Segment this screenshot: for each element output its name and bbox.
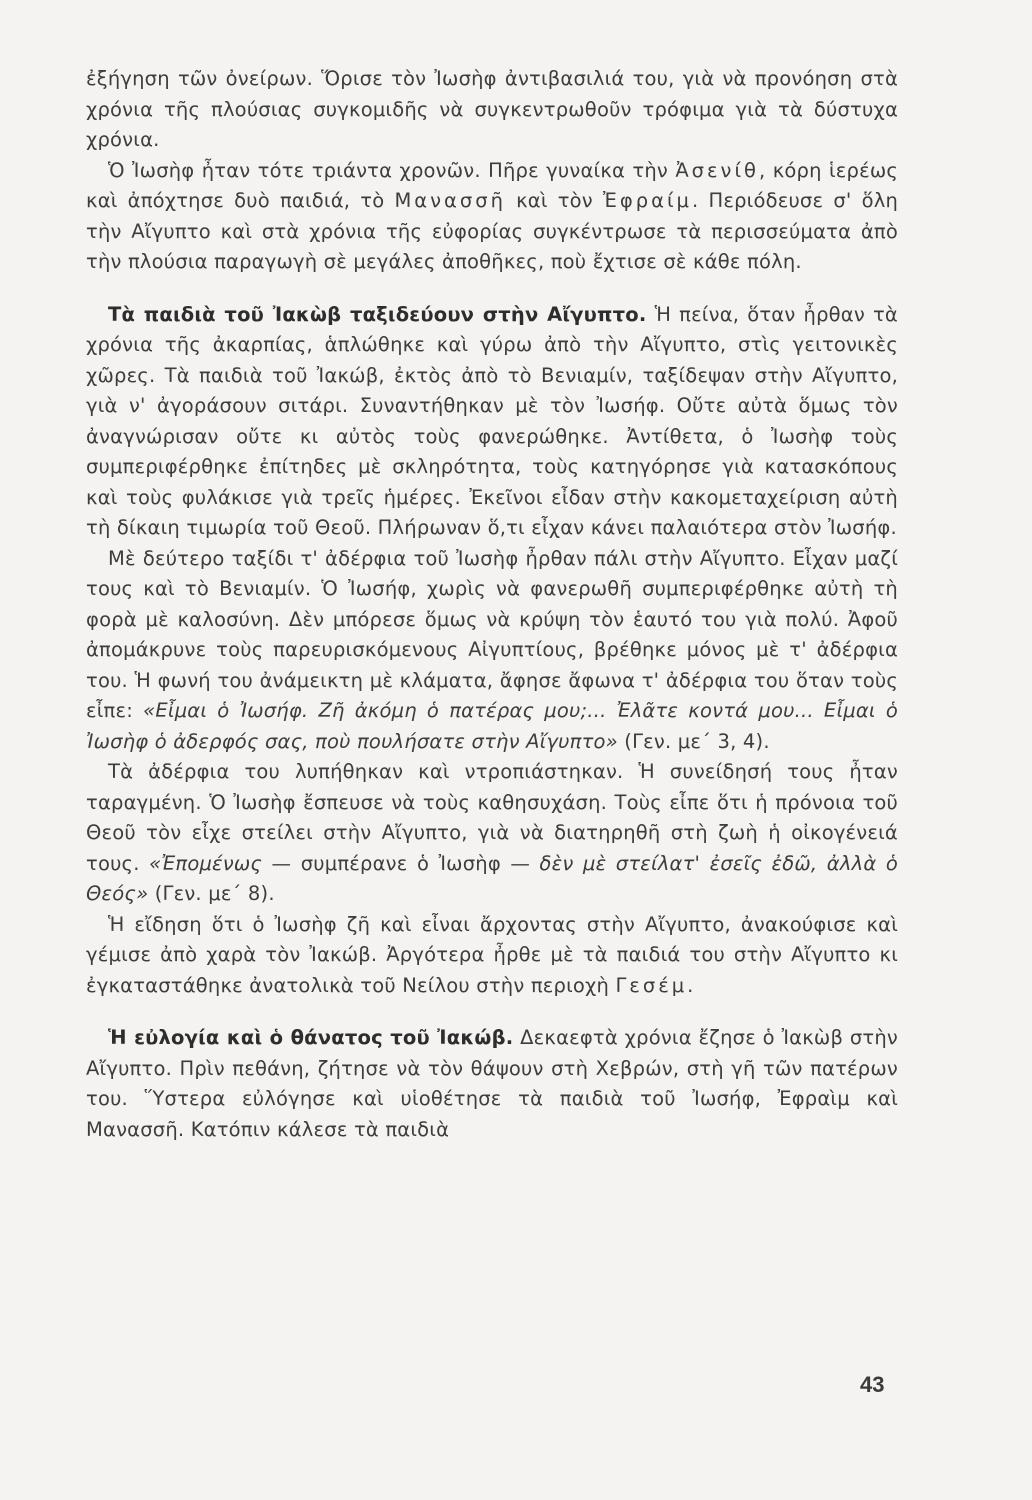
section-heading: Ἡ εὐλογία καὶ ὁ θάνατος τοῦ Ἰακώβ. (108, 1026, 514, 1049)
text-run: Μὲ δεύτερο ταξίδι τ' ἀδέρφια τοῦ Ἰωσὴφ ἦρθαν πάλι στὴν Αἴγυπτο. Εἶχαν μαζί τους καὶ τὸ Βενιαμίν. Ὁ Ἰωσήφ, χωρὶς νὰ φανερωθῆ συμπεριφέρθηκε αὐτὴ τὴ φορὰ μὲ καλοσύνη. Δὲν μπόρεσε ὅμως νὰ κρύψη τὸν ἑαυτό του γιὰ πολύ. Ἀφοῦ ἀπομάκρυνε τοὺς παρευρισκόμενους Αἰγυπτίους, βρέθηκε μόνος μὲ τ' ἀδέρφια του. Ἡ φωνή του ἀνάμεικτη μὲ κλάματα, ἄφησε ἄφωνα τ' ἀδέρφια του ὅταν τοὺς εἶπε: (86, 546, 898, 722)
section-jacob-children-travel (86, 300, 898, 544)
paragraph-jacob-settles (86, 910, 898, 1002)
text-run: Ἡ εἴδηση ὅτι ὁ Ἰωσὴφ ζῆ καὶ εἶναι ἄρχοντας στὴν Αἴγυπτο, ἀνακούφισε καὶ γέμισε ἀπὸ χαρὰ τὸν Ἰακώβ. Ἀργότερα ἦρθε μὲ τὰ παιδιά του στὴν Αἴγυπτο κι ἐγκαταστάθηκε ἀνατολικὰ τοῦ Νείλου στὴν περιοχὴ (86, 912, 898, 997)
paragraph-brothers-shame (86, 757, 898, 910)
page-body (86, 64, 898, 1145)
text-run: . Περιόδευσε σ' ὅλη τὴν Αἴγυπτο καὶ στὰ χρόνια τῆς εὐφορίας συγκέντρωσε τὰ περισσεύματα ἀπὸ τὴν πλούσια παραγωγὴ σὲ μεγάλες ἀποθῆκες, ποὺ ἔχτισε σὲ κάθε πόλη. (86, 189, 898, 273)
name-ephraim: Ἐφραίμ (603, 189, 692, 212)
name-manasse: Μανασσῆ (394, 189, 506, 212)
scripture-quote: «Εἶμαι ὁ Ἰωσήφ. Ζῆ ἀκόμη ὁ πατέρας μου;... Ἐλᾶτε κοντά μου... Εἶμαι ὁ Ἰωσὴφ ὁ ἀδερφός σας, ποὺ πουλήσατε στὴν Αἴγυπτο» (86, 699, 898, 753)
section-heading: Τὰ παιδιὰ τοῦ Ἰακὼβ ταξιδεύουν στὴν Αἴγυπτο. (108, 302, 647, 326)
text-run: Ὁ Ἰωσὴφ ἦταν τότε τριάντα χρονῶν. Πῆρε γυναίκα τὴν (108, 158, 676, 182)
scripture-reference: (Γεν. με΄ 3, 4). (617, 729, 770, 753)
text-run: Τὰ ἀδέρφια του λυπήθηκαν καὶ ντροπιάστηκαν. Ἡ συνείδησή τους ἦταν ταραγμένη. Ὁ Ἰωσὴφ ἔσπευσε νὰ τοὺς καθησυχάση. Τοὺς εἶπε ὅτι ἡ πρόνοια τοῦ Θεοῦ τὸν εἶχε στείλει στὴν Αἴγυπτο, γιὰ νὰ διατηρηθῆ στὴ ζωὴ ἡ οἰκογένειά τους. (86, 760, 898, 875)
place-gesem: Γεσέμ (615, 973, 688, 997)
section-body: Δεκαεφτὰ χρόνια ἔζησε ὁ Ἰακὼβ στὴν Αἴγυπτο. Πρὶν πεθάνη, ζήτησε νὰ τὸν θάψουν στὴ Χεβρών, στὴ γῆ τῶν πατέρων του. Ὕστερα εὐλόγησε καὶ υἱοθέτησε τὰ παιδιὰ τοῦ Ἰωσήφ, Ἐφραὶμ καὶ Μανασσῆ. Κατόπιν κάλεσε τὰ παιδιὰ (86, 1026, 898, 1141)
section-jacob-blessing-death (86, 1023, 898, 1145)
scripture-quote: «Ἐπομένως (149, 851, 263, 875)
section-body: Ἡ πείνα, ὅταν ἦρθαν τὰ χρόνια τῆς ἀκαρπίας, ἁπλώθηκε καὶ γύρω ἀπὸ τὴν Αἴγυπτο, στὶς γειτονικὲς χῶρες. Τὰ παιδιὰ τοῦ Ἰακώβ, ἐκτὸς ἀπὸ τὸ Βενιαμίν, ταξίδεψαν στὴν Αἴγυπτο, γιὰ ν' ἀγοράσουν σιτάρι. Συναντήθηκαν μὲ τὸν Ἰωσήφ. Οὔτε αὐτὰ ὅμως τὸν ἀναγνώρισαν οὔτε κι αὐτὸς τοὺς φανερώθηκε. Ἀντίθετα, ὁ Ἰωσὴφ τοὺς συμπεριφέρθηκε ἐπίτηδες μὲ σκληρότητα, τοὺς κατηγόρησε γιὰ κατασκόπους καὶ τοὺς φυλάκισε γιὰ τρεῖς ἡμέρες. Ἐκεῖνοι εἶδαν στὴν κακομεταχείριση αὐτὴ τὴ δίκαιη τιμωρία τοῦ Θεοῦ. Πλήρωναν ὅ,τι εἶχαν κάνει παλαιότερα στὸν Ἰωσήφ. (86, 302, 898, 539)
paragraph-joseph-family (86, 156, 898, 278)
paragraph-dreams-interpretation: ἐξήγηση τῶν ὀνείρων. Ὅρισε τὸν Ἰωσὴφ ἀντιβασιλιά του, γιὰ νὰ προνόηση στὰ χρόνια τῆς πλούσιας συγκομιδῆς νὰ συγκεντρωθοῦν τρόφιμα γιὰ τὰ δύστυχα χρόνια. (86, 67, 898, 151)
text-run: καὶ τὸν (505, 189, 603, 212)
name-asenith: Ἀσενίθ (675, 158, 759, 182)
text-run: , κόρη ἱερέως καὶ ἀπόχτησε δυὸ παιδιά, τὸ (86, 158, 899, 212)
page-number: 43 (860, 1372, 885, 1397)
paragraph-second-journey (86, 544, 898, 758)
scripture-reference: (Γεν. με΄ 8). (148, 882, 275, 905)
text-run: . (687, 973, 694, 997)
text-run: — συμπέρανε ὁ Ἰωσὴφ — (262, 851, 540, 875)
scripture-quote: δὲν μὲ στείλατ' ἐσεῖς ἐδῶ, ἀλλὰ ὁ Θεός» (86, 851, 898, 905)
